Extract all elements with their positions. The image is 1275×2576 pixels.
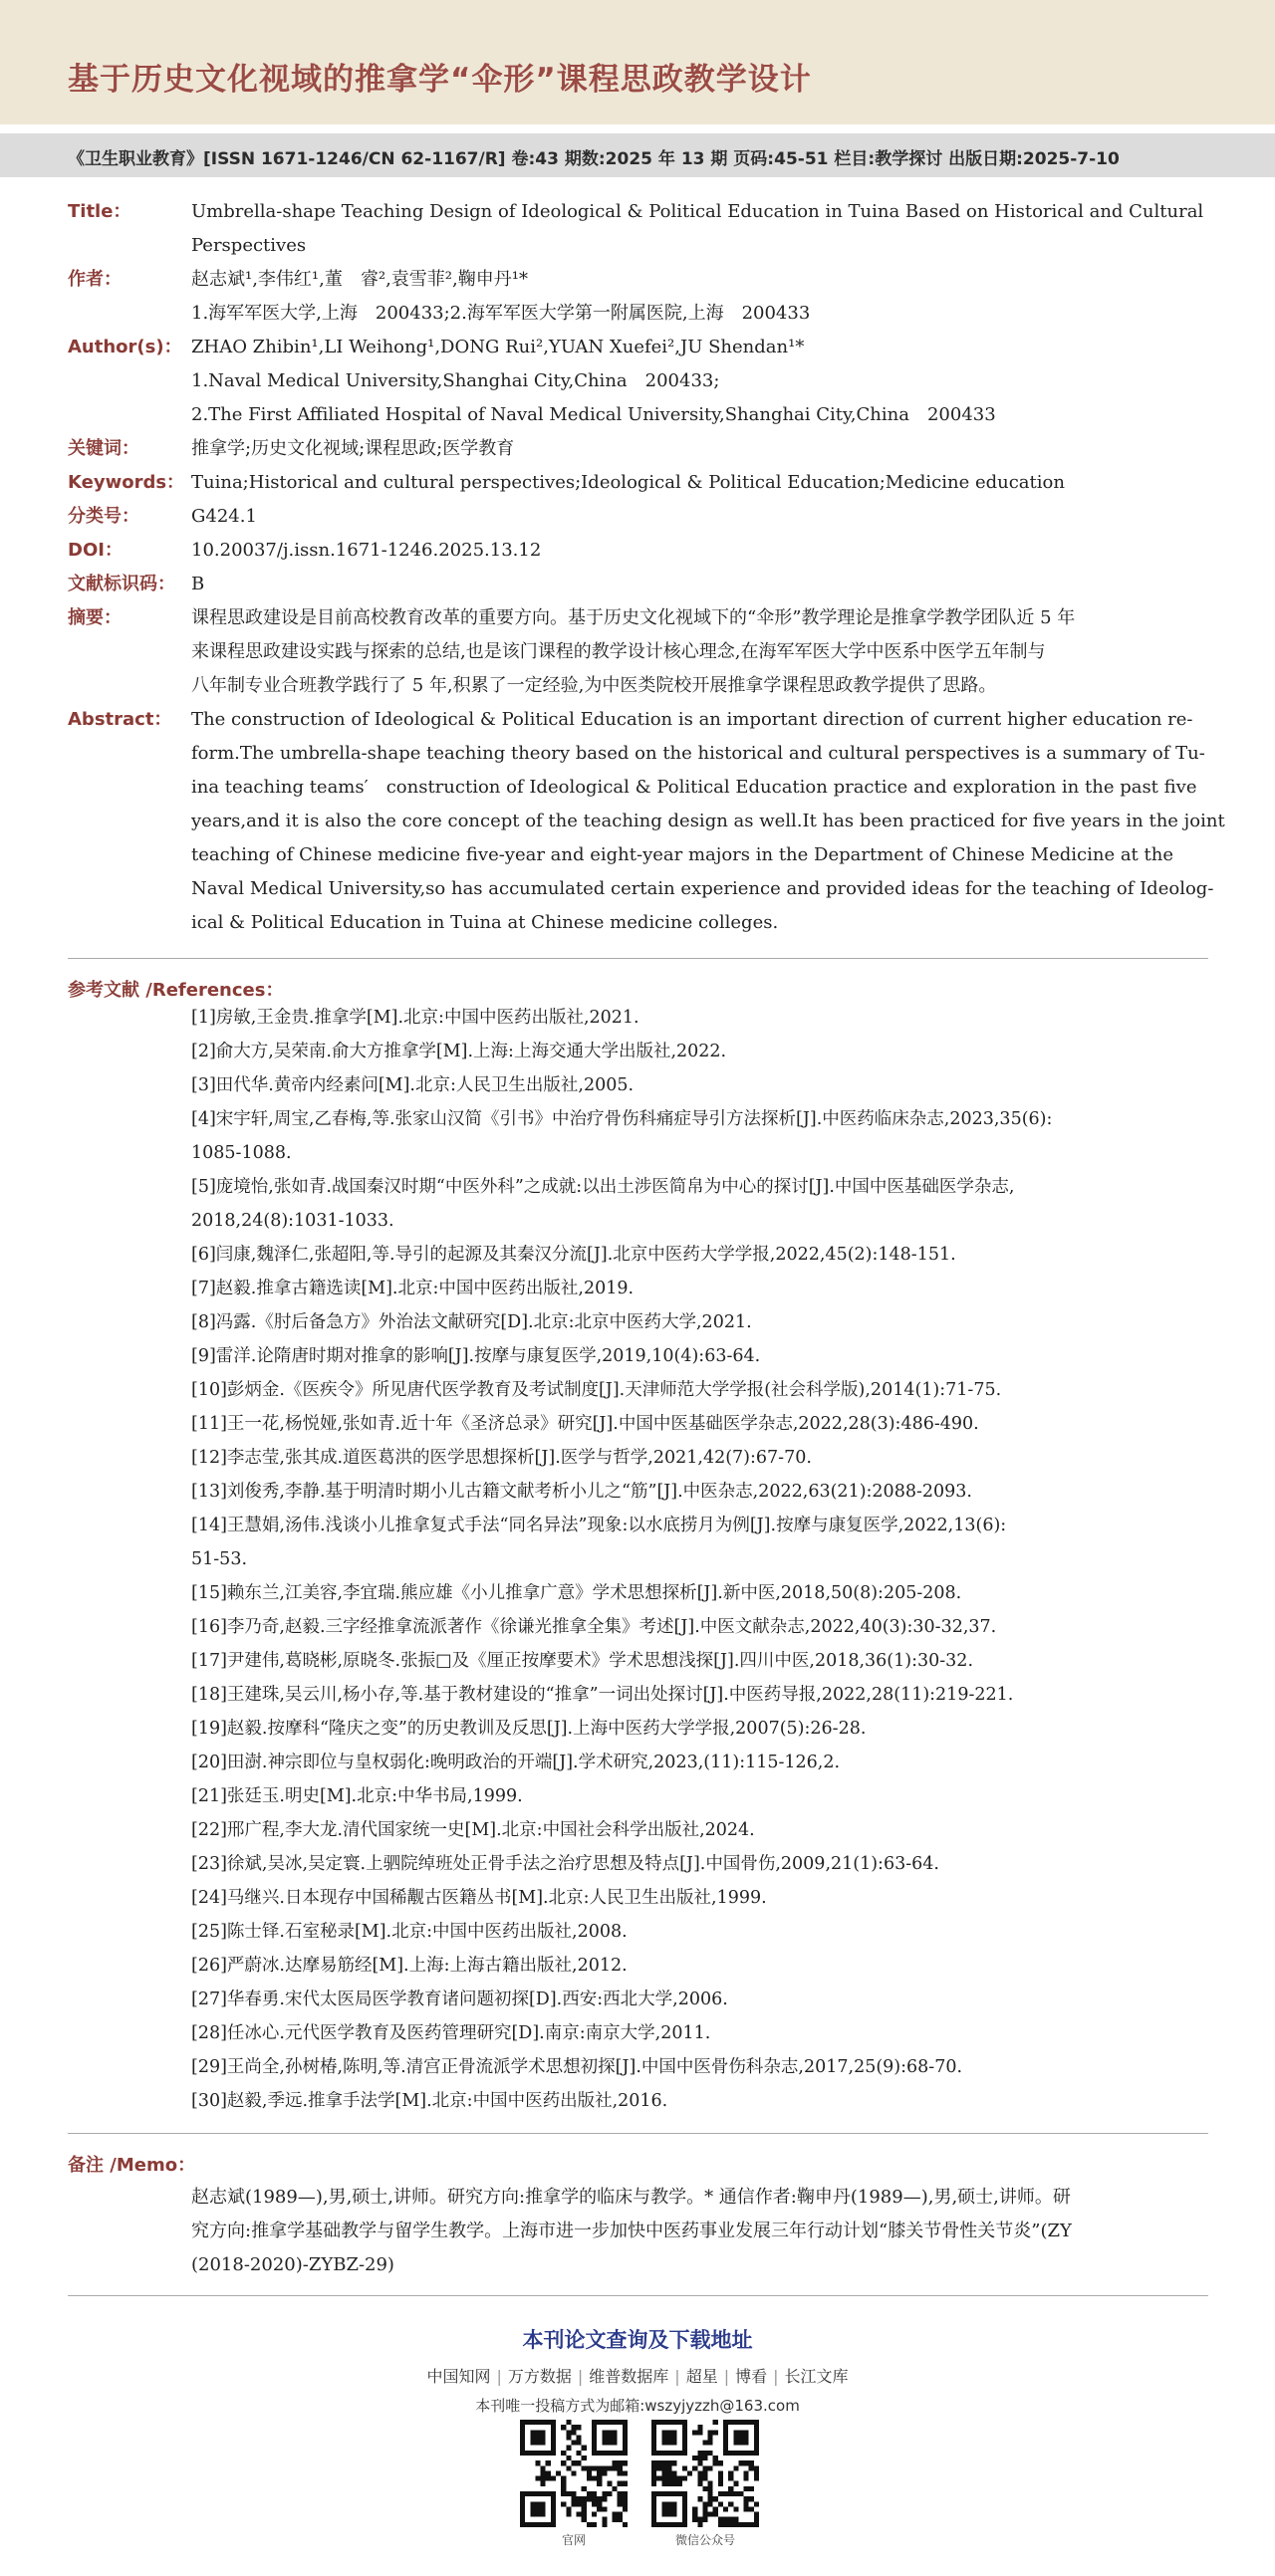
clc-label: 分类号： [68, 506, 139, 527]
authors-cn-label: 作者： [68, 269, 122, 290]
reference-item [191, 1712, 1212, 1746]
reference-item [191, 1847, 1212, 1881]
reference-item [191, 1407, 1212, 1441]
database-list [0, 2364, 1275, 2387]
reference-item [191, 1170, 1212, 1238]
reference-item [191, 1746, 1212, 1779]
database-link[interactable]: 维普数据库 [589, 2367, 669, 2386]
reference-item [191, 1779, 1212, 1813]
title-en [191, 195, 1213, 263]
authors-cn-block [191, 263, 1213, 331]
abstract-en-line: years,and it is also the core concept of the teaching design as well.It has been practiced for five years in the joint [191, 811, 1225, 831]
abstract-cn-row [68, 601, 1213, 703]
reference-line: [8]冯露.《肘后备急方》外治法文献研究[D].北京:北京中医药大学,2021. [191, 1312, 752, 1332]
abstract-cn-line: 八年制专业合班教学践行了 5 年,积累了一定经验,为中医类院校开展推拿学课程思政教学提供了思路。 [191, 675, 997, 696]
doi-row [68, 534, 1213, 568]
footer [0, 2312, 1275, 2416]
abstract-en-line: The construction of Ideological & Political Education is an important direction of current higher education re- [191, 709, 1193, 730]
database-link[interactable]: 万方数据 [507, 2367, 572, 2386]
doc-code-row [68, 568, 1213, 601]
abstract-cn-line: 来课程思政建设实践与探索的总结,也是该门课程的教学设计核心理念,在海军军医大学中医系中医学五年制与 [191, 641, 1046, 662]
article-title: 基于历史文化视域的推拿学“伞形”课程思政教学设计 [68, 62, 812, 98]
reference-item [191, 1949, 1212, 1983]
reference-item [191, 2050, 1212, 2084]
authors-en: ZHAO Zhibin¹,LI Weihong¹,DONG Rui²,YUAN Xuefei²,JU Shendan¹* [191, 337, 805, 357]
affiliation-en-2: 2.The First Affiliated Hospital of Naval Medical University,Shanghai City,China 200433 [191, 404, 996, 425]
authors-cn: 赵志斌¹,李伟红¹,董 睿²,袁雪菲²,鞠申丹¹* [191, 269, 528, 290]
reference-line: [3]田代华.黄帝内经素问[M].北京:人民卫生出版社,2005. [191, 1075, 635, 1095]
reference-line: [6]闫康,魏泽仁,张超阳,等.导引的起源及其秦汉分流[J].北京中医药大学学报,2022,45(2):148-151. [191, 1245, 956, 1265]
separator: | [577, 2367, 584, 2386]
keywords-cn-label: 关键词： [68, 438, 139, 459]
keywords-cn-row [68, 432, 1213, 466]
reference-item [191, 1983, 1212, 2016]
reference-item [191, 1373, 1212, 1407]
reference-line: [14]王慧娟,汤伟.浅谈小儿推拿复式手法“同名异法”现象:以水底捞月为例[J].按摩与康复医学,2022,13(6): [191, 1516, 1007, 1535]
reference-line: [25]陈士铎.石室秘录[M].北京:中国中医药出版社,2008. [191, 1922, 628, 1942]
abstract-en-label: Abstract： [68, 709, 172, 730]
reference-line: [16]李乃奇,赵毅.三字经推拿流派著作《徐谦光推拿全集》考述[J].中医文献杂志,2022,40(3):30-32,37. [191, 1617, 997, 1637]
reference-item [191, 1305, 1212, 1339]
database-link[interactable]: 长江文库 [784, 2367, 849, 2386]
reference-line: [17]尹建伟,葛晓彬,原晓冬.张振□及《厘正按摩要术》学术思想浅探[J].四川中医,2018,36(1):30-32. [191, 1651, 974, 1671]
abstract-cn-line: 课程思政建设是目前高校教育改革的重要方向。基于历史文化视域下的“伞形”教学理论是推拿学教学团队近 5 年 [191, 607, 1076, 628]
abstract-cn-label: 摘要： [68, 607, 122, 628]
reference-item [191, 1475, 1212, 1509]
reference-item [191, 1035, 1212, 1068]
reference-line: [30]赵毅,季远.推拿手法学[M].北京:中国中医药出版社,2016. [191, 2091, 668, 2111]
title-en-line: Perspectives [191, 235, 307, 256]
reference-item [191, 1813, 1212, 1847]
abstract-en-line: teaching of Chinese medicine five-year and eight-year majors in the Department of Chinese Medicine at the [191, 844, 1173, 865]
divider-references [68, 958, 1208, 959]
abstract-en [191, 703, 1225, 940]
reference-item [191, 1915, 1212, 1949]
reference-line: [5]庞境怡,张如青.战国秦汉时期“中医外科”之成就:以出土涉医简帛为中心的探讨[J].中国中医基础医学杂志, [191, 1177, 1015, 1197]
reference-line: [22]邢广程,李大龙.清代国家统一史[M].北京:中国社会科学出版社,2024. [191, 1820, 755, 1840]
reference-item [191, 1068, 1212, 1102]
reference-item [191, 1610, 1212, 1644]
reference-item [191, 2084, 1212, 2118]
separator: | [674, 2367, 680, 2386]
qr-wechat-caption: 微信公众号 [674, 2533, 735, 2547]
doi-value[interactable]: 10.20037/j.issn.1671-1246.2025.13.12 [191, 540, 542, 561]
reference-item [191, 1644, 1212, 1678]
doc-code-value: B [191, 574, 205, 594]
qr-website-icon[interactable] [520, 2420, 628, 2527]
reference-item [191, 1339, 1212, 1373]
reference-line: [24]马继兴.日本现存中国稀觏古医籍丛书[M].北京:人民卫生出版社,1999. [191, 1888, 767, 1908]
header-band [0, 0, 1275, 124]
authors-en-row [68, 331, 1213, 432]
authors-en-label: Author(s)： [68, 337, 182, 357]
reference-item [191, 1678, 1212, 1712]
reference-line: 51-53. [191, 1549, 248, 1569]
affiliation-en-1: 1.Naval Medical University,Shanghai City,China 200433; [191, 370, 720, 391]
journal-meta-bar: 《卫生职业教育》[ISSN 1671-1246/CN 62-1167/R] 卷:43 期数:2025 年 13 期 页码:45-51 栏目:教学探讨 出版日期:2025-7-10 [0, 133, 1275, 177]
reference-line: [13]刘俊秀,李静.基于明清时期小儿古籍文献考析小儿之“筋”[J].中医杂志,2022,63(21):2088-2093. [191, 1482, 972, 1502]
memo-line: (2018-2020)-ZYBZ-29) [191, 2254, 394, 2275]
separator: | [496, 2367, 502, 2386]
abstract-cn [191, 601, 1213, 703]
qr-codes [520, 2420, 759, 2559]
title-en-line: Umbrella-shape Teaching Design of Ideological & Political Education in Tuina Based on Historical and Cultural [191, 201, 1204, 222]
database-link[interactable]: 超星 [685, 2367, 718, 2386]
reference-item [191, 1509, 1212, 1576]
article-info [68, 195, 1225, 940]
reference-line: [9]雷洋.论隋唐时期对推拿的影响[J].按摩与康复医学,2019,10(4):63-64. [191, 1346, 761, 1366]
abstract-en-line: ical & Political Education in Tuina at Chinese medicine colleges. [191, 912, 779, 933]
doi-label: DOI： [68, 540, 123, 561]
separator: | [723, 2367, 730, 2386]
reference-line: [21]张廷玉.明史[M].北京:中华书局,1999. [191, 1786, 523, 1806]
reference-line: [18]王建珠,吴云川,杨小存,等.基于教材建设的“推拿”一词出处探讨[J].中医药导报,2022,28(11):219-221. [191, 1685, 1014, 1705]
reference-line: [12]李志莹,张其成.道医葛洪的医学思想探析[J].医学与哲学,2021,42(7):67-70. [191, 1448, 812, 1468]
reference-line: 2018,24(8):1031-1033. [191, 1211, 394, 1231]
reference-line: [20]田澍.神宗即位与皇权弱化:晚明政治的开端[J].学术研究,2023,(11):115-126,2. [191, 1753, 841, 1772]
reference-list [191, 1001, 1212, 2118]
memo-line: 究方向:推拿学基础教学与留学生教学。上海市进一步加快中医药事业发展三年行动计划“膝关节骨性关节炎”(ZY [191, 2221, 1072, 2241]
reference-item [191, 1102, 1212, 1170]
reference-line: [27]华春勇.宋代太医局医学教育诸问题初探[D].西安:西北大学,2006. [191, 1990, 728, 2009]
reference-item [191, 1272, 1212, 1305]
reference-line: [28]任冰心.元代医学教育及医药管理研究[D].南京:南京大学,2011. [191, 2023, 711, 2043]
title-row [68, 195, 1213, 263]
clc-row [68, 500, 1213, 534]
references-label: 参考文献 /References： [68, 980, 284, 1001]
reference-line: [2]俞大方,吴荣南.俞大方推拿学[M].上海:上海交通大学出版社,2022. [191, 1042, 727, 1061]
abstract-en-line: Naval Medical University,so has accumulated certain experience and provided ideas for the teaching of Ideolog- [191, 878, 1214, 899]
reference-line: [29]王尚全,孙树椿,陈明,等.清宫正骨流派学术思想初探[J].中国中医骨伤科杂志,2017,25(9):68-70. [191, 2057, 963, 2077]
keywords-cn: 推拿学;历史文化视域;课程思政;医学教育 [191, 438, 515, 459]
reference-line: [7]赵毅.推拿古籍选读[M].北京:中国中医药出版社,2019. [191, 1279, 635, 1298]
submission-email: 本刊唯一投稿方式为邮箱:wszyjyzzh@163.com [475, 2397, 800, 2415]
abstract-en-line: ina teaching teams′ construction of Ideological & Political Education practice and exploration in the past five [191, 777, 1197, 798]
reference-line: [1]房敏,王金贵.推拿学[M].北京:中国中医药出版社,2021. [191, 1008, 639, 1028]
database-link[interactable]: 博看 [735, 2367, 768, 2386]
reference-line: [23]徐斌,吴冰,吴定寰.上驷院绰班处正骨手法之治疗思想及特点[J].中国骨伤,2009,21(1):63-64. [191, 1854, 939, 1874]
doc-code-label: 文献标识码： [68, 574, 175, 594]
footer-title: 本刊论文查询及下载地址 [522, 2328, 753, 2352]
qr-wechat-icon[interactable] [651, 2420, 759, 2527]
reference-line: [4]宋宇轩,周宝,乙春梅,等.张家山汉简《引书》中治疗骨伤科痛症导引方法探析[J].中医药临床杂志,2023,35(6): [191, 1109, 1053, 1129]
database-link[interactable]: 中国知网 [426, 2367, 491, 2386]
title-label: Title： [68, 201, 131, 222]
reference-line: [19]赵毅.按摩科“隆庆之变”的历史教训及反思[J].上海中医药大学学报,2007(5):26-28. [191, 1719, 867, 1739]
memo-line: 赵志斌(1989—),男,硕士,讲师。研究方向:推拿学的临床与教学。* 通信作者:鞠申丹(1989—),男,硕士,讲师。研 [191, 2187, 1071, 2208]
keywords-en: Tuina;Historical and cultural perspectives;Ideological & Political Education;Medicine education [191, 472, 1065, 493]
separator: | [773, 2367, 779, 2386]
abstract-en-line: form.The umbrella-shape teaching theory based on the historical and cultural perspectives is a summary of Tu- [191, 743, 1205, 764]
reference-item [191, 1576, 1212, 1610]
reference-line: [10]彭炳金.《医疾令》所见唐代医学教育及考试制度[J].天津师范大学学报(社会科学版),2014(1):71-75. [191, 1380, 1002, 1400]
memo-text [191, 2181, 1212, 2282]
divider-memo [68, 2133, 1208, 2134]
reference-item [191, 1441, 1212, 1475]
keywords-en-row [68, 466, 1213, 500]
reference-item [191, 1881, 1212, 1915]
authors-cn-row [68, 263, 1213, 331]
reference-line: [11]王一花,杨悦娅,张如青.近十年《圣济总录》研究[J].中国中医基础医学杂志,2022,28(3):486-490. [191, 1414, 979, 1434]
divider-footer [68, 2295, 1208, 2296]
keywords-en-label: Keywords： [68, 472, 185, 493]
reference-line: 1085-1088. [191, 1143, 292, 1163]
reference-item [191, 2016, 1212, 2050]
affiliation-cn: 1.海军军医大学,上海 200433;2.海军军医大学第一附属医院,上海 200433 [191, 303, 811, 324]
reference-line: [15]赖东兰,江美容,李宜瑞.熊应雄《小儿推拿广意》学术思想探析[J].新中医,2018,50(8):205-208. [191, 1583, 962, 1603]
memo-label: 备注 /Memo： [68, 2155, 196, 2176]
qr-website-caption: 官网 [561, 2533, 586, 2547]
reference-item [191, 1001, 1212, 1035]
reference-item [191, 1238, 1212, 1272]
clc-value: G424.1 [191, 506, 257, 527]
authors-en-block [191, 331, 1213, 432]
reference-line: [26]严蔚冰.达摩易筋经[M].上海:上海古籍出版社,2012. [191, 1956, 628, 1976]
abstract-en-row [68, 703, 1225, 940]
